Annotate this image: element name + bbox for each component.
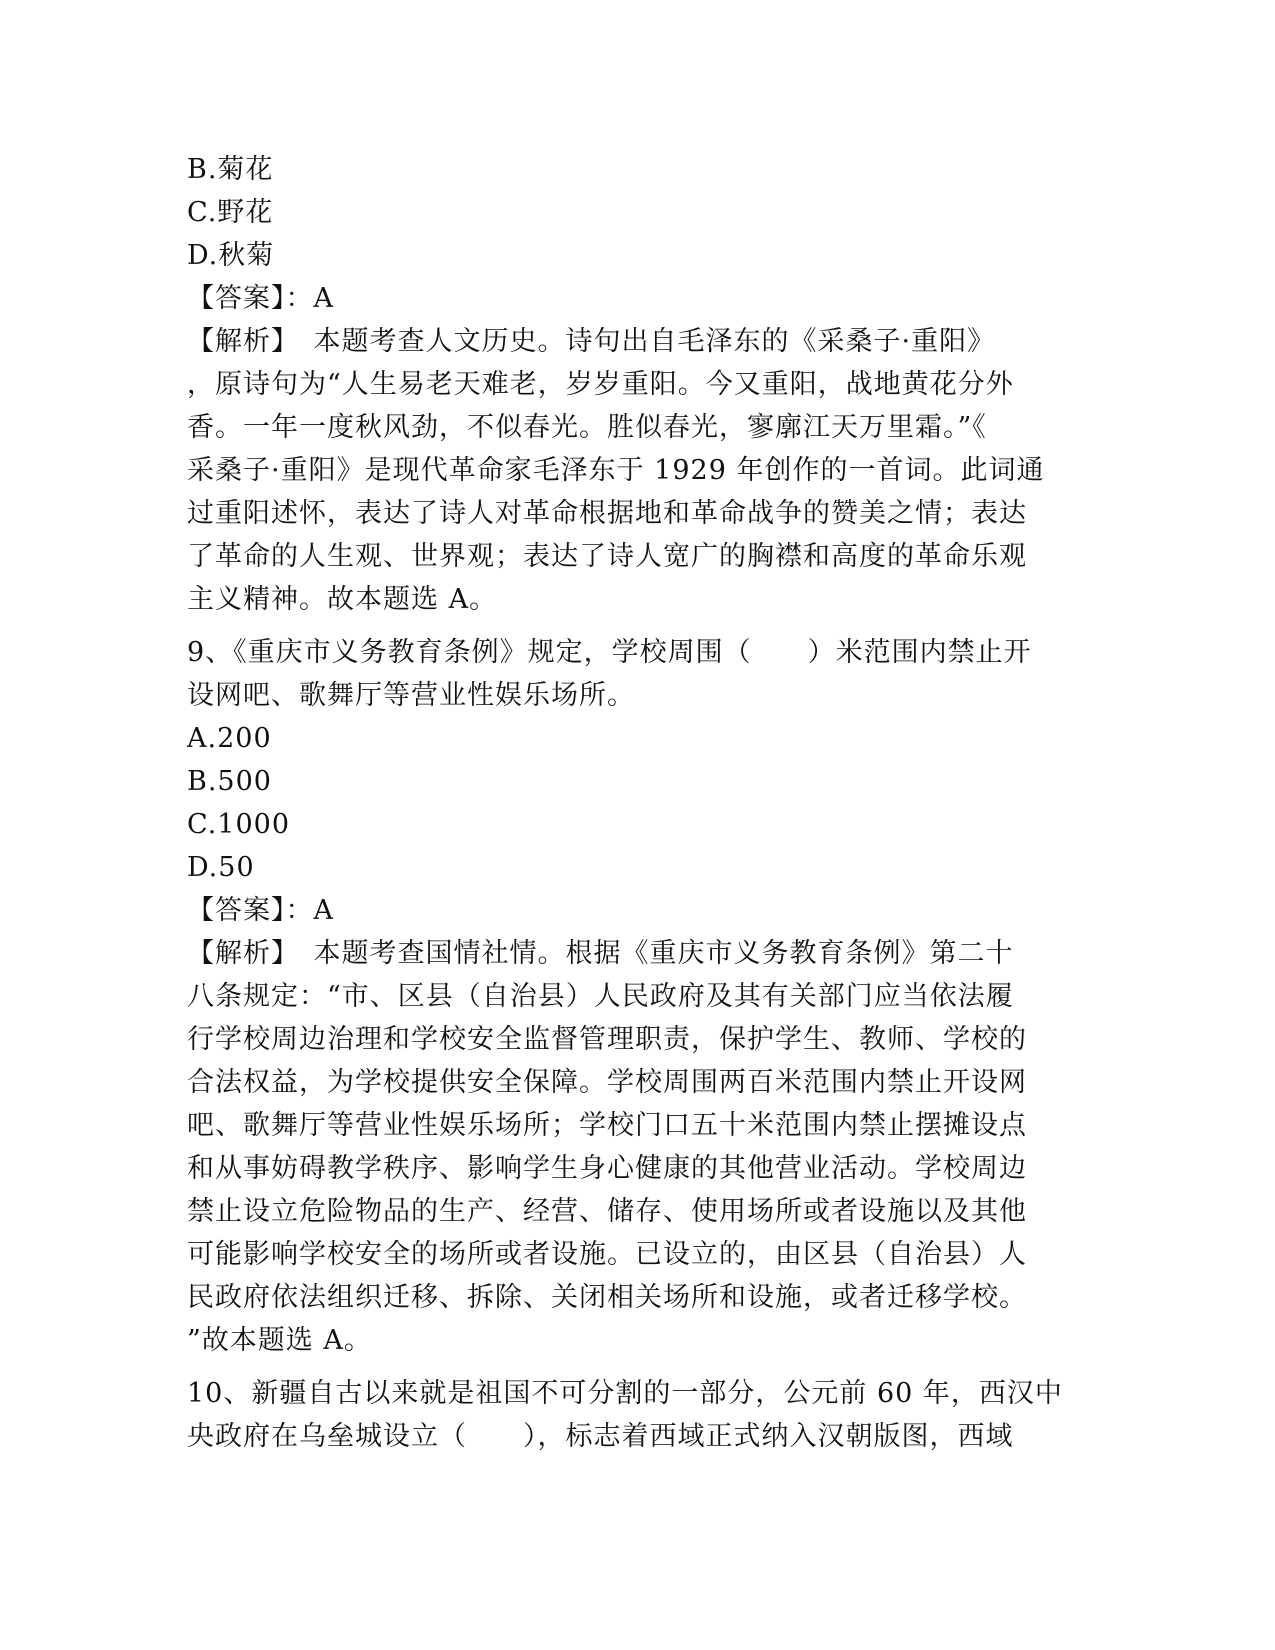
analysis-line: 吧、歌舞厅等营业性娱乐场所；学校门口五十米范围内禁止摆摊设点 <box>187 1110 1027 1141</box>
analysis-line: 八条规定：“市、区县（自治县）人民政府及其有关部门应当依法履 <box>187 981 1014 1012</box>
analysis-line: 合法权益，为学校提供安全保障。学校周围两百米范围内禁止开设网 <box>187 1067 1027 1098</box>
analysis-line: 采桑子·重阳》是现代革命家毛泽东于 1929 年创作的一首词。此词通 <box>187 455 1045 486</box>
option-d: D.50 <box>187 852 255 883</box>
option-a: A.200 <box>187 723 272 754</box>
question-10-block <box>187 1372 1082 1458</box>
question-text: 9、《重庆市义务教育条例》规定，学校周围（ ）米范围内禁止开 <box>187 637 1032 668</box>
analysis-line: 了革命的人生观、世界观；表达了诗人宽广的胸襟和高度的革命乐观 <box>187 541 1027 572</box>
analysis-line: ”故本题选 A。 <box>187 1325 372 1356</box>
option-b: B.500 <box>187 766 272 797</box>
analysis-line: 过重阳述怀，表达了诗人对革命根据地和革命战争的赞美之情；表达 <box>187 498 1027 529</box>
analysis-line: 民政府依法组织迁移、拆除、关闭相关场所和设施，或者迁移学校。 <box>187 1282 1027 1313</box>
question-9-block <box>187 631 1082 1362</box>
analysis-line: 禁止设立危险物品的生产、经营、储存、使用场所或者设施以及其他 <box>187 1196 1027 1227</box>
analysis-line: 主义精神。故本题选 A。 <box>187 584 498 615</box>
analysis-line: 【解析】 本题考查国情社情。根据《重庆市义务教育条例》第二十 <box>187 938 1014 969</box>
option-d: D.秋菊 <box>187 240 275 271</box>
question-text: 设网吧、歌舞厅等营业性娱乐场所。 <box>187 680 635 711</box>
option-b: B.菊花 <box>187 154 274 185</box>
document-page <box>187 148 1082 1458</box>
analysis-line: 香。一年一度秋风劲，不似春光。胜似春光，寥廓江天万里霜。”《 <box>187 412 987 443</box>
analysis-line: 【解析】 本题考查人文历史。诗句出自毛泽东的《采桑子·重阳》 <box>187 326 996 357</box>
analysis-line: 行学校周边治理和学校安全监督管理职责，保护学生、教师、学校的 <box>187 1024 1027 1055</box>
option-c: C.野花 <box>187 197 274 228</box>
analysis-line: 和从事妨碍教学秩序、影响学生身心健康的其他营业活动。学校周边 <box>187 1153 1027 1184</box>
question-text: 10、新疆自古以来就是祖国不可分割的一部分，公元前 60 年，西汉中 <box>187 1378 1063 1409</box>
question-text: 央政府在乌垒城设立（ ），标志着西域正式纳入汉朝版图，西域 <box>187 1421 1014 1452</box>
analysis-line: ，原诗句为“人生易老天难老，岁岁重阳。今又重阳，战地黄花分外 <box>187 369 1014 400</box>
answer: 【答案】：A <box>187 283 334 314</box>
option-c: C.1000 <box>187 809 290 840</box>
answer: 【答案】：A <box>187 895 334 926</box>
question-8-block <box>187 148 1082 621</box>
analysis-line: 可能影响学校安全的场所或者设施。已设立的，由区县（自治县）人 <box>187 1239 1027 1270</box>
